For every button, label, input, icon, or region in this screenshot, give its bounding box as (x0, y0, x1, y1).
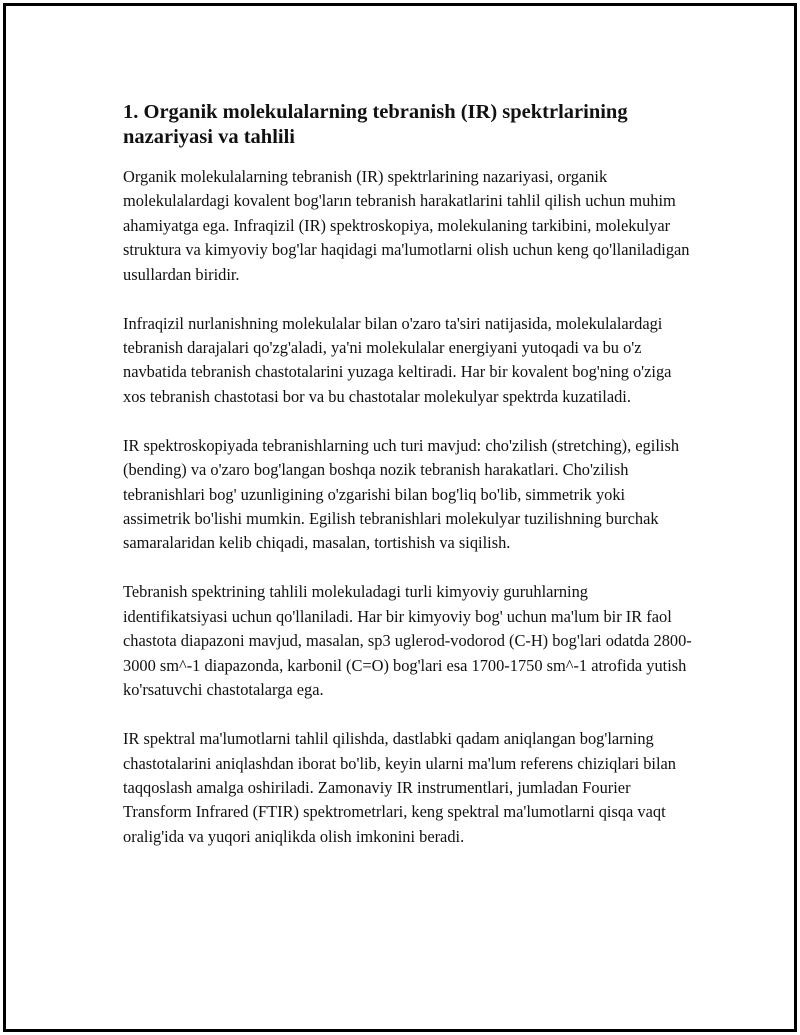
paragraph-1: Organik molekulalarning tebranish (IR) spektrlarining nazariyasi, organik molekulalardagi kovalent bog'ların tebranish harakatlarini tahlil qilish uchun muhim ahamiyatga ega. Infraqizil (IR) spektroskopiya, molekulaning tarkibini, molekulyar struktura va kimyoviy bog'lar haqidagi ma'lumotlarni olish uchun keng qo'llaniladigan usullardan biridir. (123, 167, 690, 284)
paragraph-4: Tebranish spektrining tahlili molekuladagi turli kimyoviy guruhlarning identifikatsiyasi uchun qo'llaniladi. Har bir kimyoviy bog' uchun ma'lum bir IR faol chastota diapazoni mavjud, masalan, sp3 uglerod-vodorod (C-H) bog'lari odatda 2800-3000 sm^-1 diapazonda, karbonil (C=O) bog'lari esa 1700-1750 sm^-1 atrofida yutish ko'rsatuvchi chastotalarga ega. (123, 582, 692, 700)
paragraph-2: Infraqizil nurlanishning molekulalar bilan o'zaro ta'siri natijasida, molekulalardagi tebranish darajalari qo'zg'aladi, ya'ni molekulalar energiyani yutoqadi va bu o'z navbatida tebranish chastotalarini yuzaga keltiradi. Har bir kovalent bog'ning o'ziga xos tebranish chastotasi bor va bu chastotalar molekulyar spektrda kuzatiladi. (123, 313, 672, 406)
section-title: 1. Organik molekulalarning tebranish (IR) spektrlarining nazariyasi va tahlili (123, 101, 628, 148)
paragraph-3: IR spektroskopiyada tebranishlarning uch turi mavjud: cho'zilish (stretching), egilish (bending) va o'zaro bog'langan boshqa nozik tebranish harakatlari. Cho'zilish tebranishlari bog' uzunligining o'zgarishi bilan bog'liq bo'lib, simmetrik yoki assimetrik bo'lishi mumkin. Egilish tebranishlari molekulyar tuzilishning burchak samaralaridan kelib chiqadi, masalan, tortishish va siqilish. (123, 435, 680, 553)
paragraph-5: IR spektral ma'lumotlarni tahlil qilishda, dastlabki qadam aniqlangan bog'larning chastotalarini aniqlashdan iborat bo'lib, keyin ularni ma'lum referens chiziqlari bilan taqqoslash amalga oshiriladi. Zamonaviy IR instrumentlari, jumladan Fourier Transform Infrared (FTIR) spektrometrlari, keng spektral ma'lumotlarni qisqa vaqt oralig'ida va yuqori aniqlikda olish imkonini beradi. (123, 729, 676, 846)
page-frame (3, 3, 797, 1032)
document-body (123, 100, 693, 874)
